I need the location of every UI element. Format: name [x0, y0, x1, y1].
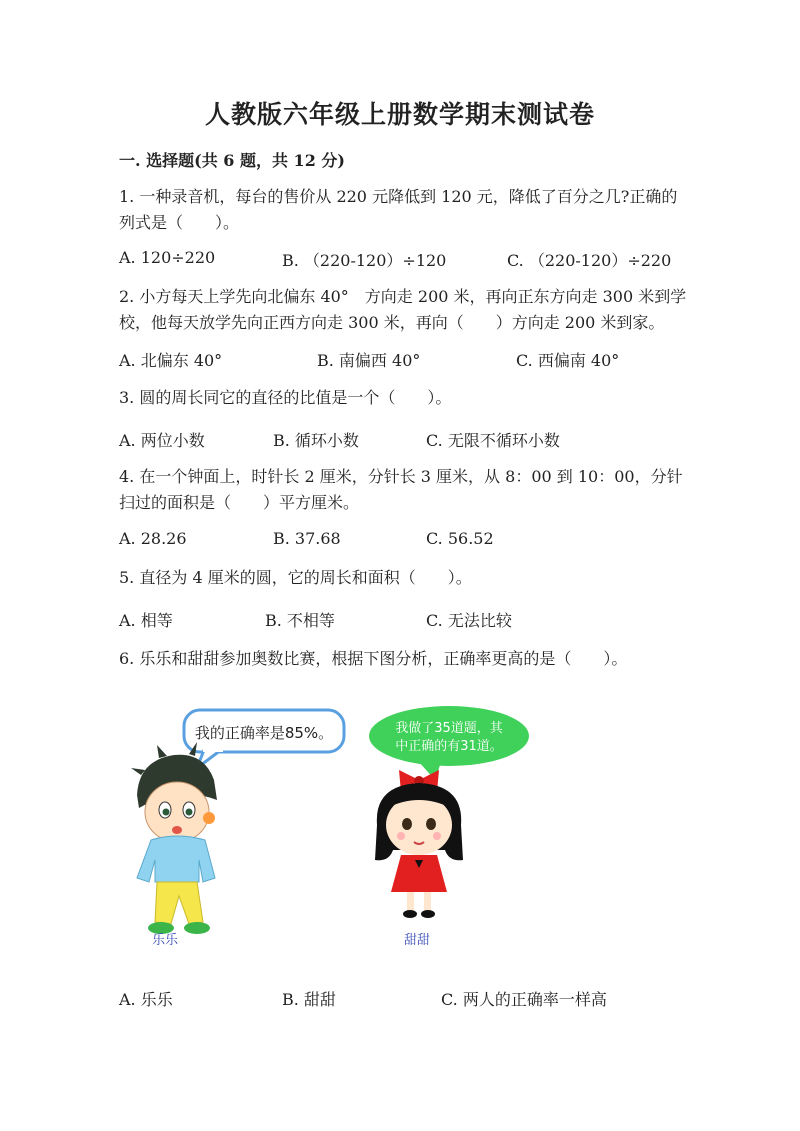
option-a[interactable]: A. 28.26 — [119, 529, 187, 548]
question-6-figure — [119, 700, 559, 960]
boy-name-label: 乐乐 — [151, 933, 179, 948]
question-5-text: 5. 直径为 4 厘米的圆，它的周长和面积（ ）。 — [119, 568, 472, 587]
girl-name-label: 甜甜 — [403, 933, 431, 948]
question-3-options — [119, 428, 719, 452]
option-a[interactable]: A. 两位小数 — [119, 431, 205, 450]
option-c[interactable]: C. 西偏南 40° — [516, 351, 620, 370]
page-title: 人教版六年级上册数学期末测试卷 — [204, 100, 595, 129]
option-c[interactable]: C. 无法比较 — [426, 611, 512, 630]
question-4-options — [119, 529, 719, 553]
option-c[interactable]: C. 无限不循环小数 — [426, 431, 560, 450]
option-b[interactable]: B. 37.68 — [273, 529, 341, 548]
question-1-options — [119, 248, 719, 272]
girl-illustration — [375, 770, 463, 918]
girl-speech-line2: 中正确的有31道。 — [395, 739, 503, 754]
option-a[interactable]: A. 120÷220 — [119, 248, 216, 267]
question-2-options — [119, 348, 719, 372]
question-2-text: 2. 小方每天上学先向北偏东 40° 方向走 200 米，再向正东方向走 300 米到学校，他每天放学先向正西方向走 300 米，再向（ ）方向走 200 米到家。 — [119, 287, 687, 332]
question-6-options — [119, 987, 719, 1011]
option-b[interactable]: B. （220-120）÷120 — [282, 251, 447, 270]
option-b[interactable]: B. 不相等 — [265, 611, 335, 630]
option-c[interactable]: C. （220-120）÷220 — [507, 251, 672, 270]
option-a[interactable]: A. 北偏东 40° — [119, 351, 223, 370]
question-1-text: 1. 一种录音机，每台的售价从 220 元降低到 120 元，降低了百分之几?正确的列式是（ ）。 — [119, 187, 678, 232]
option-a[interactable]: A. 相等 — [119, 611, 173, 630]
option-a[interactable]: A. 乐乐 — [119, 990, 173, 1009]
option-c[interactable]: C. 两人的正确率一样高 — [441, 990, 607, 1009]
question-5-options — [119, 608, 719, 632]
girl-speech-bubble — [369, 706, 529, 780]
question-6-text: 6. 乐乐和甜甜参加奥数比赛，根据下图分析，正确率更高的是（ ）。 — [119, 649, 628, 668]
option-c[interactable]: C. 56.52 — [426, 529, 494, 548]
boy-illustration — [131, 742, 217, 934]
boy-speech-text: 我的正确率是85%。 — [194, 724, 334, 742]
option-b[interactable]: B. 南偏西 40° — [317, 351, 421, 370]
boy-speech-bubble — [184, 710, 344, 768]
question-4-text: 4. 在一个钟面上，时针长 2 厘米，分针长 3 厘米，从 8：00 到 10：00，分针扫过的面积是（ ）平方厘米。 — [119, 467, 683, 512]
option-b[interactable]: B. 甜甜 — [282, 990, 336, 1009]
option-b[interactable]: B. 循环小数 — [273, 431, 359, 450]
girl-speech-line1: 我做了35道题，其 — [395, 721, 503, 736]
section-heading: 一. 选择题(共 6 题，共 12 分) — [119, 151, 345, 170]
question-3-text: 3. 圆的周长同它的直径的比值是一个（ ）。 — [119, 388, 452, 407]
